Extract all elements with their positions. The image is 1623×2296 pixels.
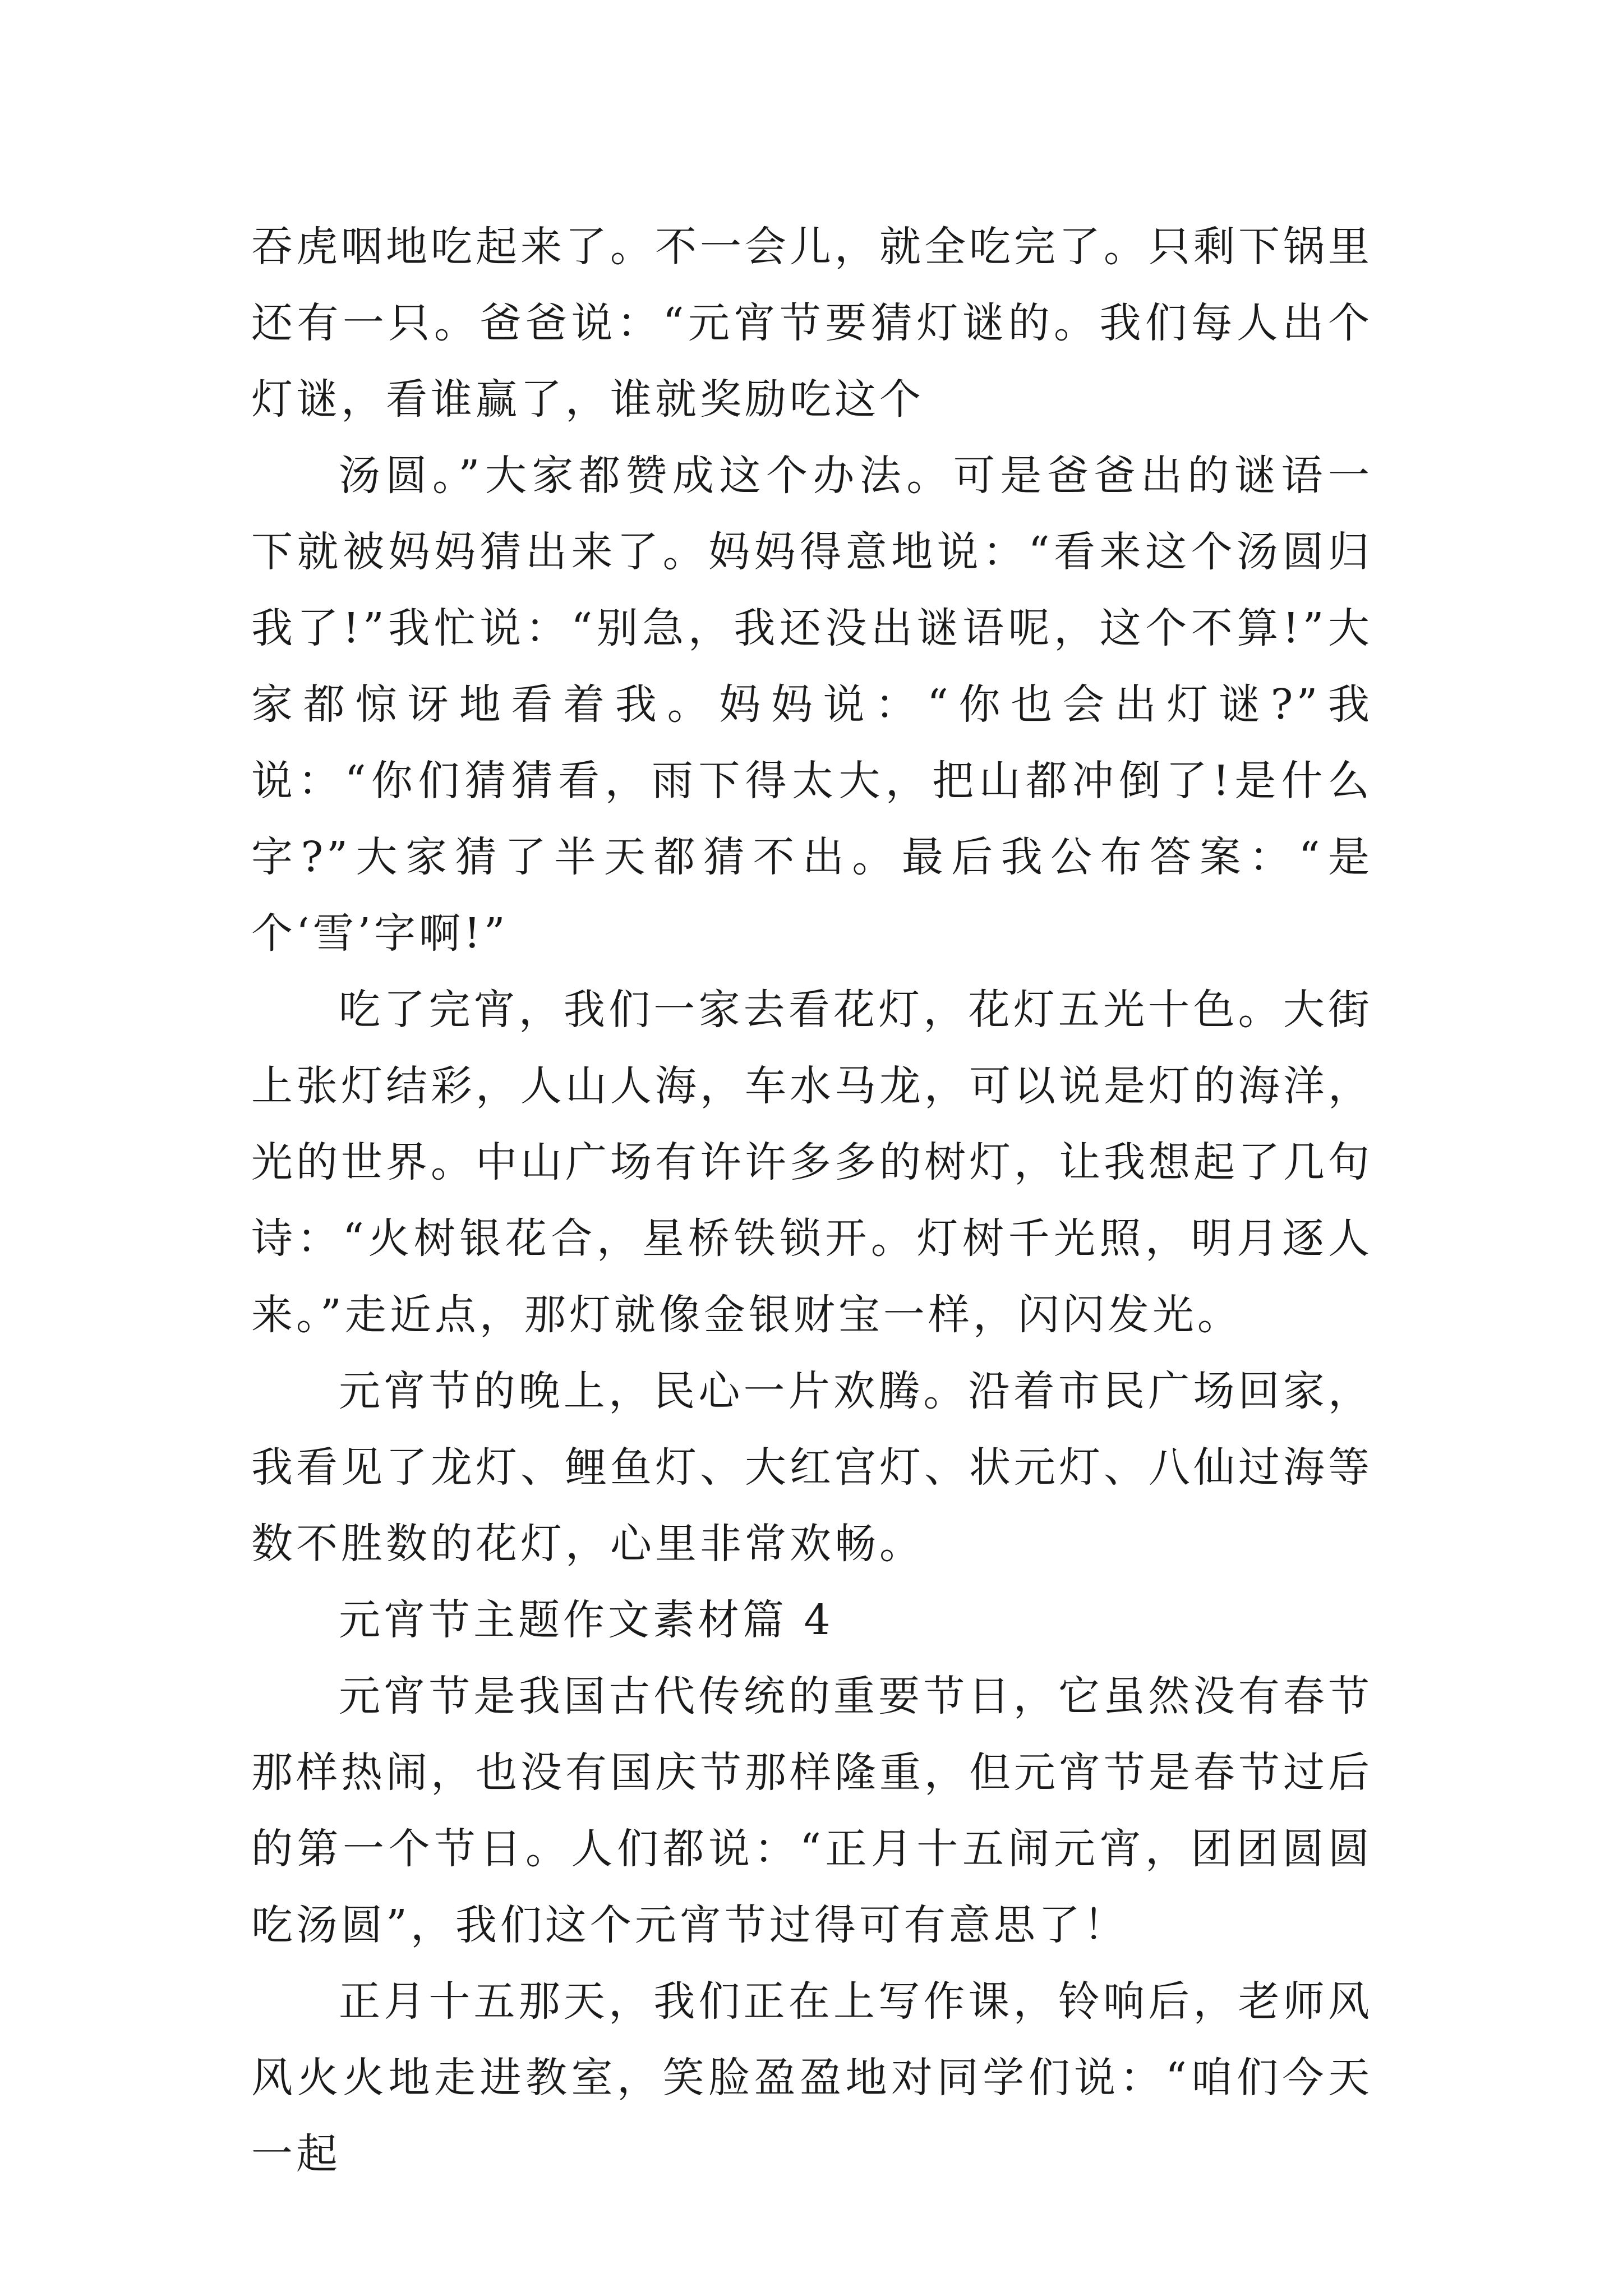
paragraph-class: 正月十五那天，我们正在上写作课，铃响后，老师风风火火地走进教室，笑脸盈盈地对同学们说：“咱们今天一起 bbox=[251, 1977, 1373, 2178]
paragraph-riddle: 汤圆。”大家都赞成这个办法。可是爸爸出的谜语一下就被妈妈猜出来了。妈妈得意地说：“看来这个汤圆归我了!”我忙说：“别急，我还没出谜语呢，这个不算!”大家都惊讶地看着我。妈妈说：“你也会出灯谜?”我说：“你们猜猜看，雨下得太大，把山都冲倒了!是什么字?”大家猜了半天都猜不出。最后我公布答案：“是个‘雪’字啊!” bbox=[251, 452, 1373, 958]
paragraph-lanterns: 吃了完宵，我们一家去看花灯，花灯五光十色。大街上张灯结彩，人山人海，车水马龙，可以说是灯的海洋，光的世界。中山广场有许许多多的树灯，让我想起了几句诗：“火树银花合，星桥铁锁开。灯树千光照，明月逐人来。”走近点，那灯就像金银财宝一样，闪闪发光。 bbox=[251, 986, 1373, 1339]
paragraph-continuation: 吞虎咽地吃起来了。不一会儿，就全吃完了。只剩下锅里还有一只。爸爸说：“元宵节要猜灯谜的。我们每人出个灯谜，看谁赢了，谁就奖励吃这个 bbox=[251, 223, 1373, 424]
document-body bbox=[251, 209, 1373, 2192]
paragraph-festival-intro: 元宵节是我国古代传统的重要节日，它虽然没有春节那样热闹，也没有国庆节那样隆重，但元宵节是春节过后的第一个节日。人们都说：“正月十五闹元宵，团团圆圆吃汤圆”，我们这个元宵节过得可有意思了！ bbox=[251, 1672, 1373, 1949]
section-heading: 元宵节主题作文素材篇 4 bbox=[339, 1596, 834, 1644]
paragraph-evening: 元宵节的晚上，民心一片欢腾。沿着市民广场回家，我看见了龙灯、鲤鱼灯、大红宫灯、状元灯、八仙过海等数不胜数的花灯，心里非常欢畅。 bbox=[251, 1367, 1373, 1568]
